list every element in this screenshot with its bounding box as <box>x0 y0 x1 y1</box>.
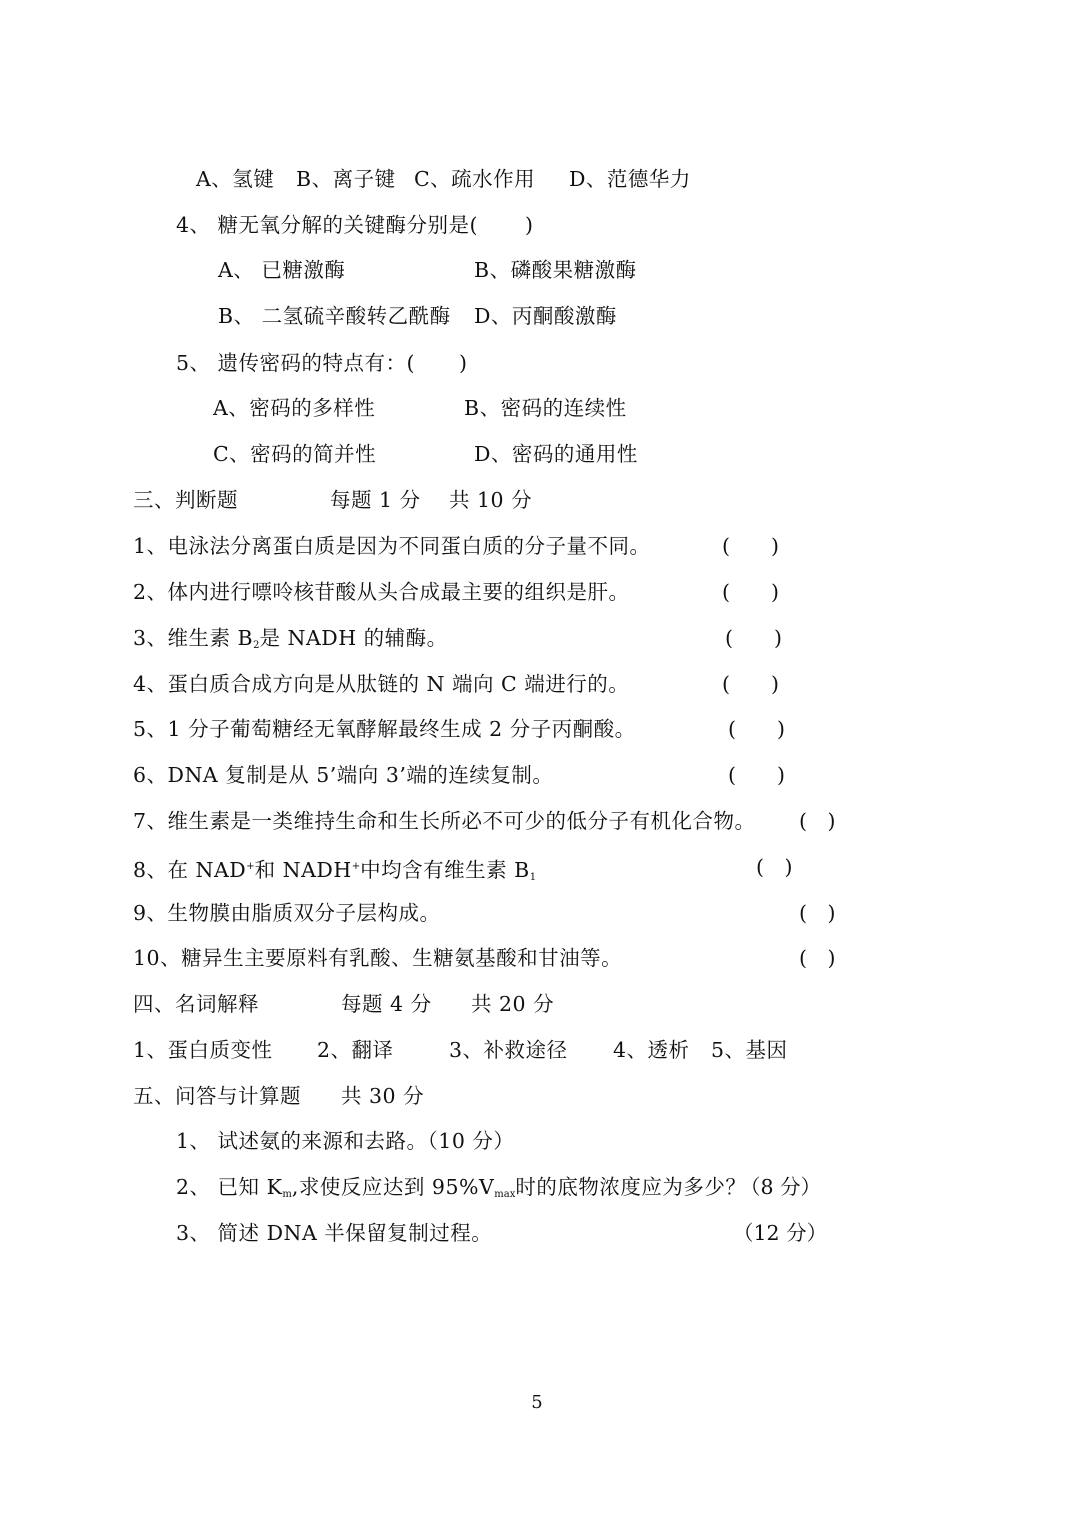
section-4-title: 四、名词解释 <box>133 992 259 1016</box>
essay-question-3: 3、 简述 DNA 半保留复制过程。 <box>176 1221 493 1245</box>
section-5-total: 共 30 分 <box>341 1084 425 1108</box>
essay-question-3-score: （12 分） <box>733 1221 828 1245</box>
section-5-title: 五、问答与计算题 <box>133 1084 301 1108</box>
judge-item-10: 10、糖异生主要原料有乳酸、生糖氨基酸和甘油等。 <box>133 946 623 970</box>
essay-question-2-subscript-max: max <box>494 1189 516 1200</box>
judge-item-3-subscript: 2 <box>253 640 260 651</box>
judge-item-8 <box>133 855 536 890</box>
judge-item-8-text-a: 8、在 NAD <box>133 858 247 882</box>
q4-option-c: B、 二氢硫辛酸转乙酰酶 <box>218 304 451 328</box>
judge-paren-9: ( ) <box>799 901 836 925</box>
q4-option-a: A、 已糖激酶 <box>218 258 346 282</box>
page-number: 5 <box>531 1392 543 1413</box>
judge-item-3 <box>133 626 448 658</box>
judge-item-5: 5、1 分子葡萄糖经无氧酵解最终生成 2 分子丙酮酸。 <box>133 717 636 741</box>
judge-paren-1: ( ) <box>722 534 779 558</box>
judge-item-3-text-b: 是 NADH 的辅酶。 <box>259 626 448 650</box>
judge-item-8-subscript: 1 <box>529 872 537 883</box>
section-4-score-each: 每题 4 分 <box>341 992 432 1016</box>
judge-item-9: 9、生物膜由脂质双分子层构成。 <box>133 901 441 925</box>
essay-question-1: 1、 试述氨的来源和去路。（10 分） <box>176 1129 515 1153</box>
judge-paren-2: ( ) <box>722 580 779 604</box>
judge-item-2: 2、体内进行嘌呤核苷酸从头合成最主要的组织是肝。 <box>133 580 630 604</box>
judge-item-8-superscript-1: + <box>246 861 255 872</box>
q3-option-a: A、氢键 <box>196 167 275 191</box>
judge-item-8-text-c: 中均含有维生素 B <box>360 858 530 882</box>
term-4: 4、透析 <box>613 1038 690 1062</box>
q5-option-a: A、密码的多样性 <box>213 396 376 420</box>
judge-paren-10: ( ) <box>799 946 836 970</box>
q5-option-d: D、密码的通用性 <box>474 442 638 466</box>
judge-item-8-superscript-2: + <box>351 861 361 872</box>
essay-question-2-subscript-m: m <box>282 1189 292 1200</box>
essay-question-2-text-a: 2、 已知 K <box>176 1175 283 1199</box>
judge-paren-5: ( ) <box>728 717 785 741</box>
judge-paren-7: ( ) <box>799 809 836 833</box>
section-3-title: 三、判断题 <box>133 488 238 512</box>
judge-paren-8: ( ) <box>756 855 793 879</box>
judge-paren-3: ( ) <box>725 626 782 650</box>
judge-item-6: 6、DNA 复制是从 5’端向 3’端的连续复制。 <box>133 763 554 787</box>
q4-answer-paren: ) <box>525 213 534 237</box>
q4-option-b: B、磷酸果糖激酶 <box>474 258 637 282</box>
q5-answer-paren: ) <box>459 351 468 375</box>
essay-question-2-text-c: 时的底物浓度应为多少？ <box>515 1175 747 1199</box>
judge-item-7: 7、维生素是一类维持生命和生长所必不可少的低分子有机化合物。 <box>133 809 756 833</box>
judge-item-1: 1、电泳法分离蛋白质是因为不同蛋白质的分子量不同。 <box>133 534 651 558</box>
essay-question-2 <box>176 1175 746 1207</box>
term-3: 3、补救途径 <box>449 1038 568 1062</box>
section-4-total: 共 20 分 <box>471 992 555 1016</box>
essay-question-2-score: （8 分） <box>740 1175 822 1199</box>
q5-stem: 5、 遗传密码的特点有：( <box>176 351 416 375</box>
term-5: 5、基因 <box>711 1038 788 1062</box>
q3-option-c: C、疏水作用 <box>414 167 536 191</box>
judge-item-3-text-a: 3、维生素 B <box>133 626 254 650</box>
q5-option-b: B、密码的连续性 <box>464 396 627 420</box>
judge-paren-6: ( ) <box>728 763 785 787</box>
q4-stem: 4、 糖无氧分解的关键酶分别是( <box>176 213 479 237</box>
section-3-total: 共 10 分 <box>449 488 533 512</box>
judge-paren-4: ( ) <box>722 672 779 696</box>
section-3-score-each: 每题 1 分 <box>330 488 421 512</box>
q3-option-b: B、离子键 <box>296 167 396 191</box>
term-2: 2、翻译 <box>317 1038 394 1062</box>
judge-item-4: 4、蛋白质合成方向是从肽链的 N 端向 C 端进行的。 <box>133 672 630 696</box>
judge-item-8-text-b: 和 NADH <box>254 858 352 882</box>
essay-question-2-text-b: ,求使反应达到 95%V <box>291 1175 495 1199</box>
term-1: 1、蛋白质变性 <box>133 1038 273 1062</box>
q5-option-c: C、密码的简并性 <box>213 442 377 466</box>
q3-option-d: D、范德华力 <box>569 167 691 191</box>
q4-option-d: D、丙酮酸激酶 <box>474 304 617 328</box>
